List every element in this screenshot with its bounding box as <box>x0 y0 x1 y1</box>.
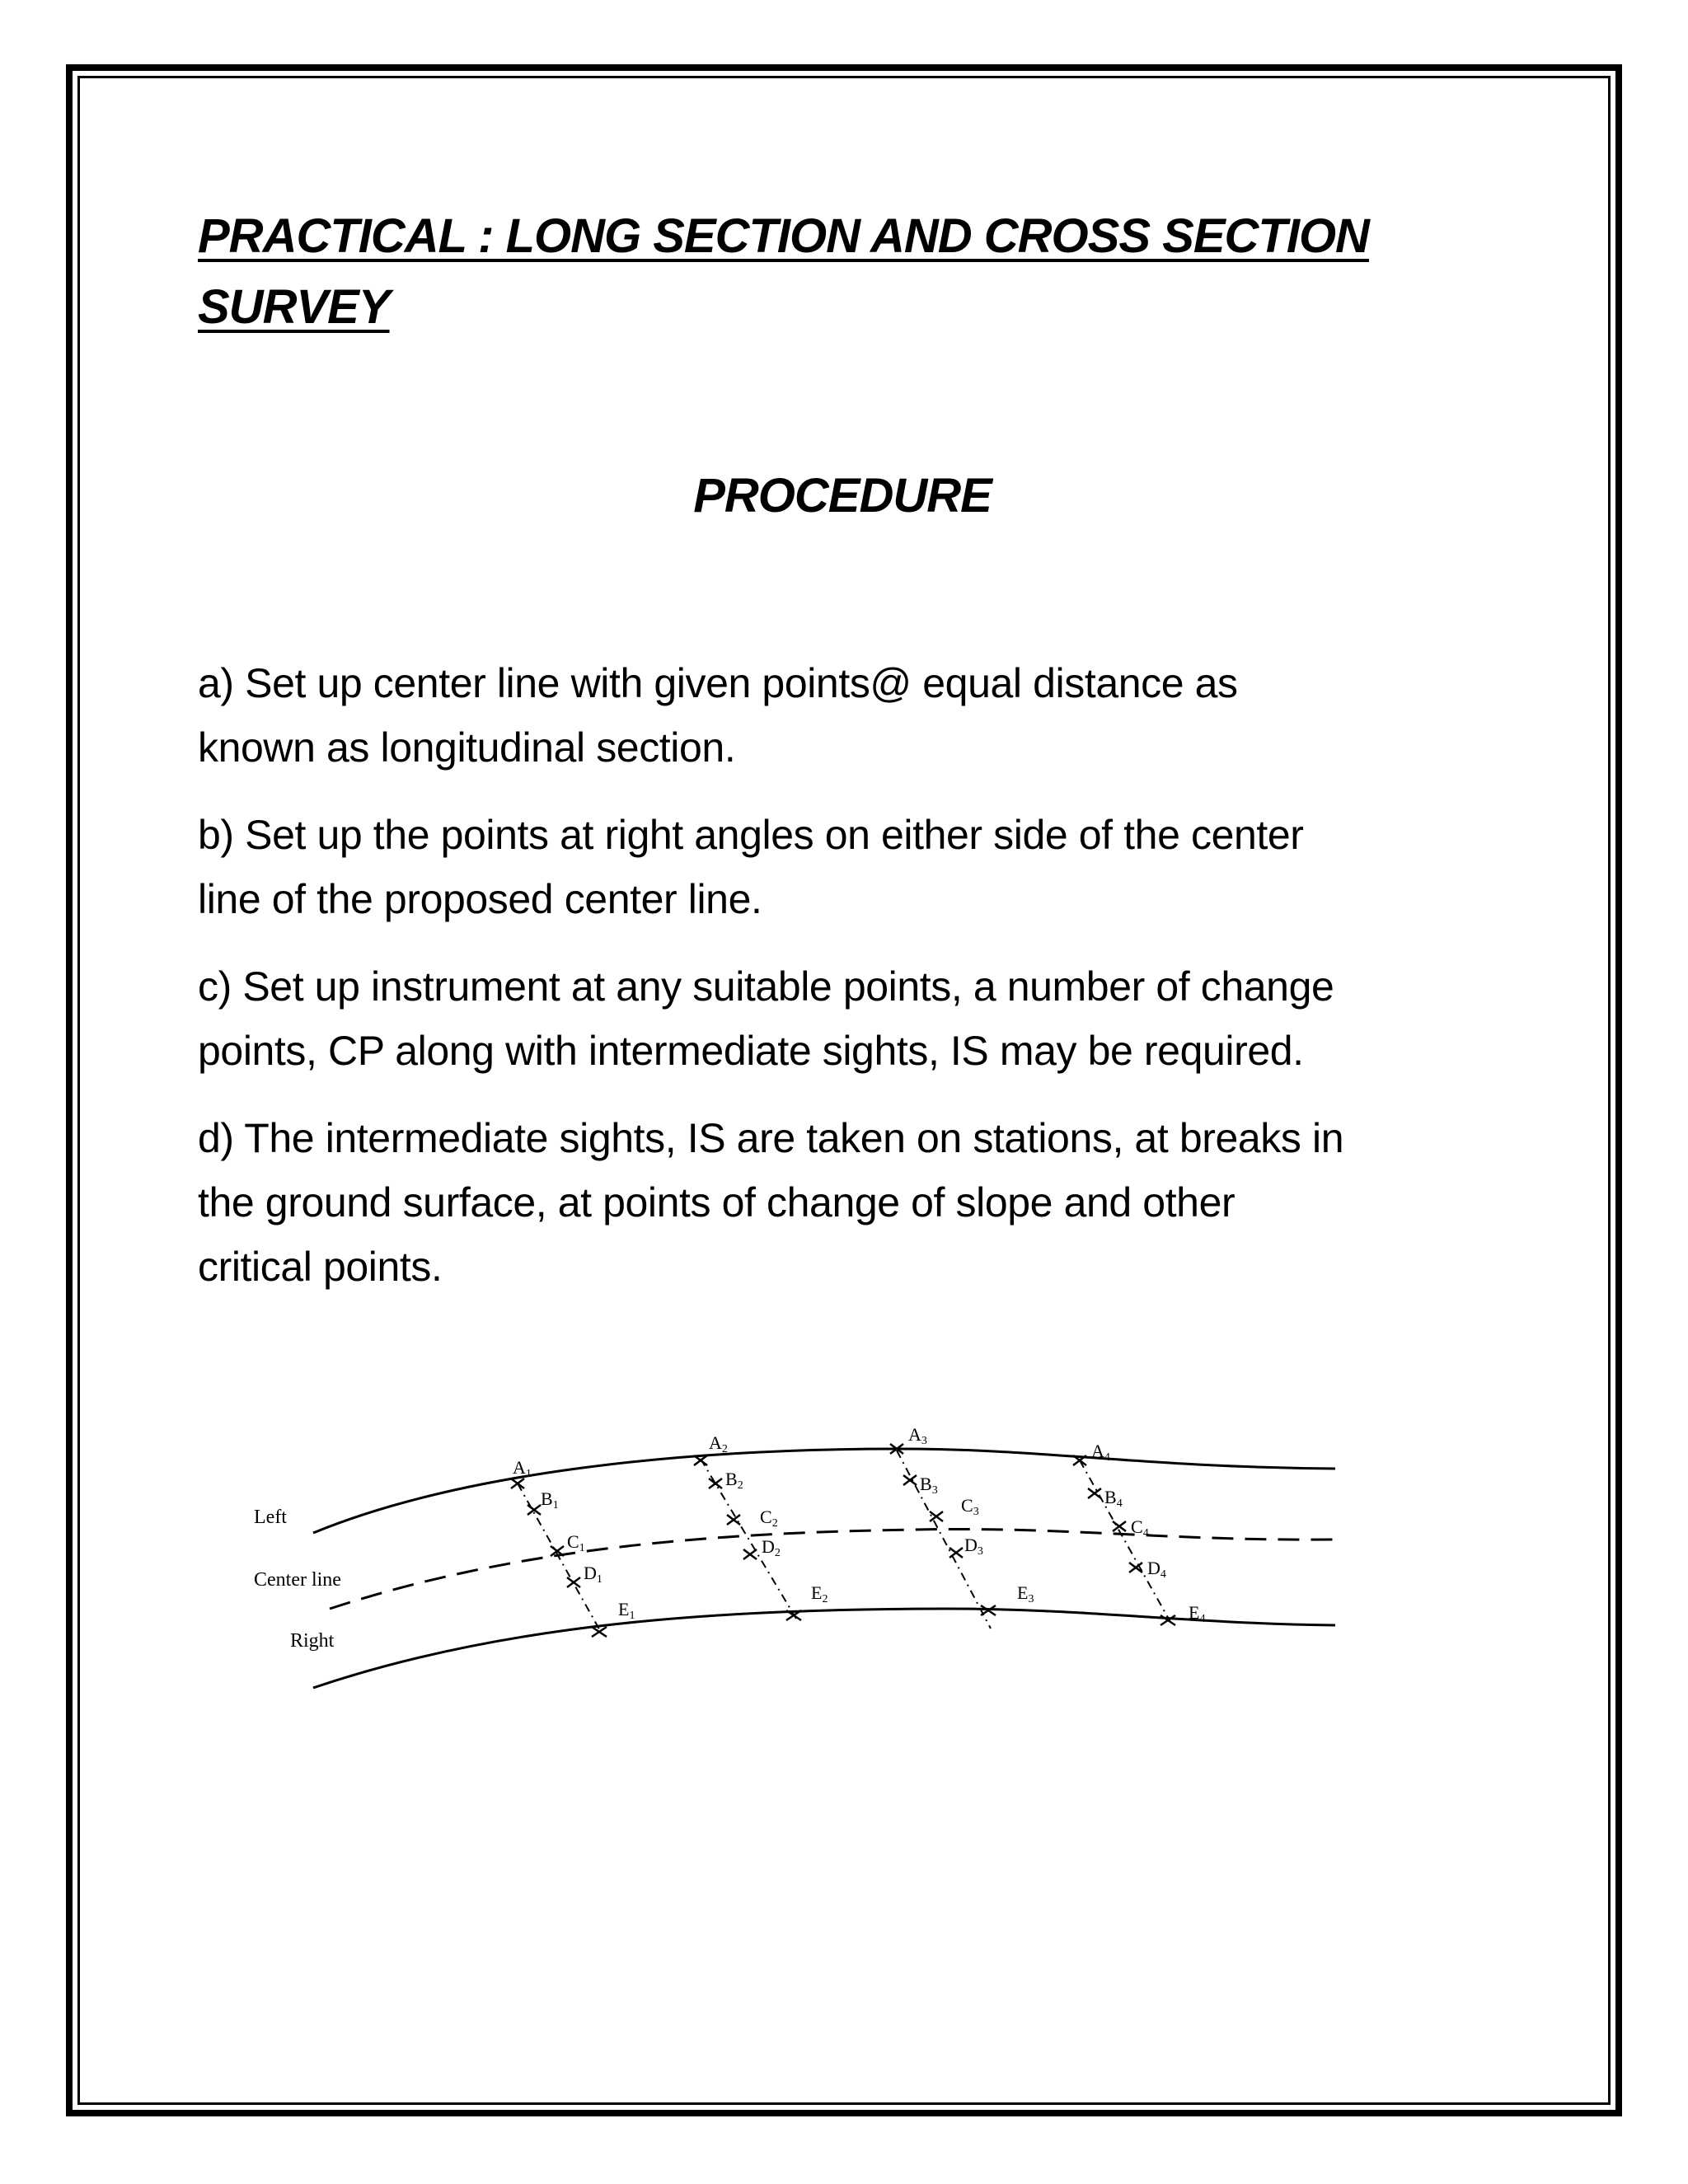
marker-c3 <box>930 1511 943 1521</box>
label-b4-letter: B <box>1104 1487 1117 1507</box>
label-a4-letter: A <box>1091 1441 1104 1461</box>
step-a-line-1: a) Set up center line with given points@ equal distance as <box>198 660 1238 706</box>
label-d2-index: 2 <box>774 1547 781 1559</box>
label-e1-letter: E <box>618 1599 630 1619</box>
label-d2-letter: D <box>762 1536 775 1557</box>
label-e3 <box>1017 1582 1034 1605</box>
label-a4-index: 4 <box>1104 1451 1110 1464</box>
step-b-line-1: b) Set up the points at right angles on either side of the center <box>198 812 1304 858</box>
label-center-line: Center line <box>254 1569 341 1591</box>
label-c2-letter: C <box>760 1507 772 1527</box>
procedure-step-a <box>198 651 1517 780</box>
label-e1 <box>618 1599 635 1622</box>
label-e3-index: 3 <box>1028 1593 1034 1605</box>
marker-b3 <box>903 1475 917 1485</box>
label-a1-index: 1 <box>525 1468 532 1480</box>
label-a1 <box>513 1457 532 1480</box>
label-a1-letter: A <box>513 1457 526 1478</box>
label-right: Right <box>290 1630 335 1652</box>
label-c4-index: 4 <box>1142 1527 1149 1540</box>
label-a2 <box>709 1432 728 1455</box>
label-d1-letter: D <box>584 1563 597 1583</box>
label-b1 <box>541 1488 559 1511</box>
label-a3-letter: A <box>908 1424 921 1445</box>
center-line <box>330 1529 1335 1609</box>
cross-section-diagram <box>239 1418 1343 1714</box>
label-e2 <box>811 1582 828 1605</box>
step-d-line-3: critical points. <box>198 1244 443 1290</box>
label-e2-letter: E <box>811 1582 823 1603</box>
label-d1-index: 1 <box>596 1573 603 1586</box>
label-b2-letter: B <box>725 1469 738 1489</box>
step-c-line-1: c) Set up instrument at any suitable points, a number of change <box>198 963 1334 1010</box>
label-c3 <box>961 1495 979 1518</box>
label-d4 <box>1147 1558 1166 1581</box>
page-title-line-2: SURVEY <box>198 280 390 334</box>
label-left: Left <box>254 1507 287 1528</box>
label-a4 <box>1091 1441 1110 1464</box>
procedure-steps <box>198 651 1517 1322</box>
step-c-line-2: points, CP along with intermediate sights, IS may be required. <box>198 1028 1304 1074</box>
label-c3-letter: C <box>961 1495 973 1516</box>
step-d-line-1: d) The intermediate sights, IS are taken on stations, at breaks in <box>198 1115 1344 1161</box>
label-c1-letter: C <box>567 1531 579 1552</box>
label-b3-letter: B <box>920 1474 932 1494</box>
label-b3 <box>920 1474 938 1497</box>
procedure-step-b <box>198 803 1517 931</box>
label-b4-index: 4 <box>1116 1497 1123 1510</box>
label-b1-letter: B <box>541 1488 553 1509</box>
marker-d3 <box>950 1548 963 1558</box>
label-c2 <box>760 1507 778 1530</box>
left-line <box>313 1449 1335 1533</box>
label-b2 <box>725 1469 743 1492</box>
label-e4 <box>1189 1602 1205 1625</box>
step-b-line-2: line of the proposed center line. <box>198 876 762 922</box>
label-d3-letter: D <box>964 1535 978 1555</box>
label-d1 <box>584 1563 603 1586</box>
step-a-line-2: known as longitudinal section. <box>198 724 736 771</box>
page-title <box>198 201 1484 343</box>
marker-d2 <box>743 1549 757 1559</box>
label-c1-index: 1 <box>579 1542 585 1554</box>
label-e2-index: 2 <box>822 1593 828 1605</box>
page-title-line-1: PRACTICAL : LONG SECTION AND CROSS SECTION <box>198 209 1369 263</box>
marker-b2 <box>709 1479 722 1488</box>
cross-section-line-4 <box>1080 1460 1170 1622</box>
marker-c2 <box>727 1515 740 1525</box>
procedure-heading <box>0 463 1688 529</box>
label-a2-index: 2 <box>721 1443 728 1455</box>
label-c1 <box>567 1531 585 1554</box>
marker-d1 <box>567 1577 580 1587</box>
label-c4-letter: C <box>1131 1516 1143 1537</box>
label-d3 <box>964 1535 983 1558</box>
label-b1-index: 1 <box>552 1499 559 1511</box>
label-c2-index: 2 <box>771 1517 778 1530</box>
label-e3-letter: E <box>1017 1582 1029 1603</box>
label-d4-index: 4 <box>1160 1568 1166 1581</box>
marker-b4 <box>1088 1488 1101 1498</box>
label-d3-index: 3 <box>977 1545 983 1558</box>
procedure-heading-text: PROCEDURE <box>693 469 992 523</box>
label-a3 <box>908 1424 927 1447</box>
label-e4-letter: E <box>1189 1602 1200 1623</box>
label-c3-index: 3 <box>973 1506 979 1518</box>
marker-a1 <box>511 1479 524 1488</box>
step-d-line-2: the ground surface, at points of change of slope and other <box>198 1179 1236 1226</box>
label-e4-index: 4 <box>1199 1613 1206 1625</box>
procedure-step-c <box>198 954 1517 1083</box>
right-line <box>313 1609 1335 1688</box>
label-b2-index: 2 <box>737 1479 743 1492</box>
label-e1-index: 1 <box>629 1610 635 1622</box>
label-b3-index: 3 <box>931 1484 938 1497</box>
label-a3-index: 3 <box>921 1435 927 1447</box>
label-d4-letter: D <box>1147 1558 1160 1578</box>
label-d2 <box>762 1536 781 1559</box>
label-b4 <box>1104 1487 1123 1510</box>
procedure-step-d <box>198 1106 1517 1299</box>
label-a2-letter: A <box>709 1432 722 1453</box>
label-c4 <box>1131 1516 1149 1540</box>
